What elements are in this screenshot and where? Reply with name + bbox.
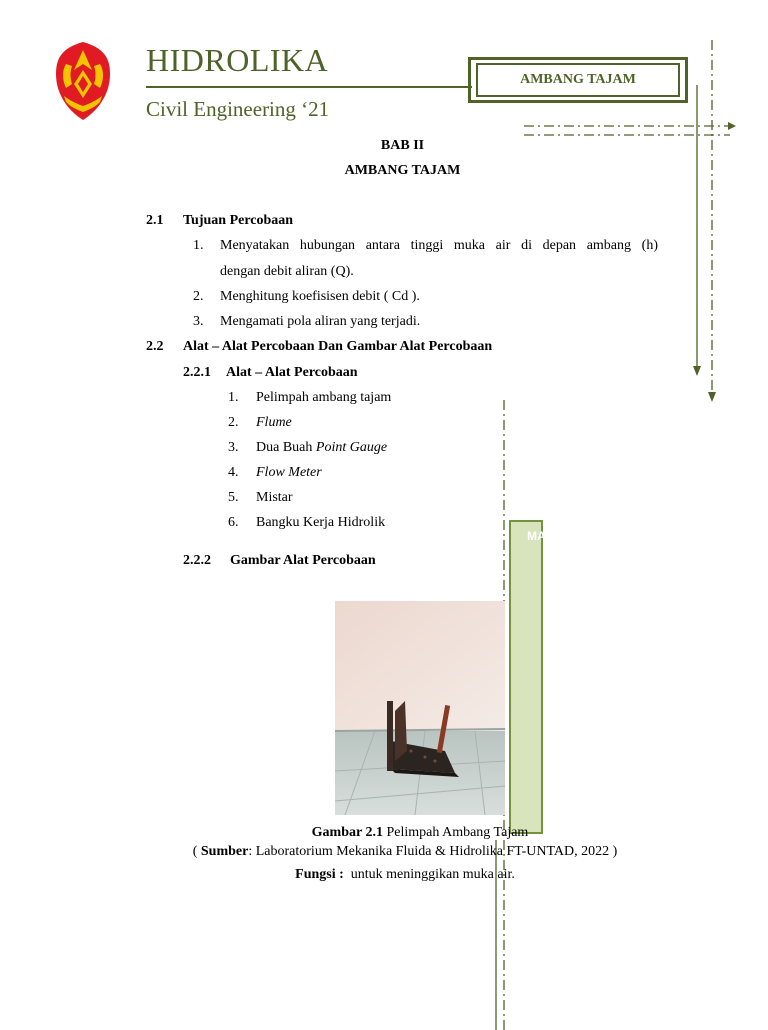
header-subtitle: Civil Engineering ‘21: [146, 97, 330, 121]
subsection-2-2-2-title: Gambar Alat Percobaan: [230, 553, 376, 568]
list-item-number: 5.: [228, 490, 239, 505]
university-logo: [52, 40, 114, 122]
header-title: HIDROLIKA: [146, 42, 329, 78]
list-item-text: [256, 439, 387, 457]
list-item-text-continued: dengan debit aliran (Q).: [220, 264, 354, 279]
section-2-1-number: 2.1: [146, 213, 164, 228]
figure-source-label: Sumber: [200, 844, 249, 859]
figure-caption-label: Gambar 2.1: [311, 825, 383, 840]
header-rule: [146, 86, 472, 88]
chapter-name: AMBANG TAJAM: [344, 163, 461, 178]
list-item-text: Pelimpah ambang tajam: [256, 390, 392, 405]
side-panel: [509, 520, 543, 834]
list-item-text: Mengamati pola aliran yang terjadi.: [220, 314, 421, 329]
subsection-2-2-2-number: 2.2.2: [183, 553, 211, 568]
list-item-number: 2.: [193, 289, 204, 304]
figure-source-text: : Laboratorium Mekanika Fluida & Hidrolika FT-UNTAD, 2022 ): [248, 844, 618, 859]
list-item-text-italic: Point Gauge: [315, 440, 388, 455]
list-item-text: Flume: [256, 415, 292, 430]
list-item-number: 6.: [228, 515, 239, 530]
chapter-tag: AMBANG TAJAM: [476, 63, 680, 97]
list-item-number: 1.: [193, 238, 204, 253]
list-item-text: Menghitung koefisisen debit ( Cd ).: [220, 289, 420, 304]
figure-function-label: Fungsi :: [295, 867, 344, 882]
side-panel-label: MA: [527, 529, 546, 543]
section-2-1-title: Tujuan Percobaan: [183, 213, 294, 228]
figure-function-text: untuk meninggikan muka air.: [343, 867, 515, 882]
subsection-2-2-1-number: 2.2.1: [183, 365, 211, 380]
figure-source-open: (: [192, 844, 201, 859]
list-item-number: 2.: [228, 415, 239, 430]
section-2-2-title: Alat – Alat Percobaan Dan Gambar Alat Percobaan: [183, 339, 493, 354]
list-item-number: 3.: [228, 440, 239, 455]
list-item-text: Mistar: [256, 490, 293, 505]
chapter-number: BAB II: [380, 138, 425, 153]
section-2-2-number: 2.2: [146, 339, 164, 354]
figure-function: [240, 866, 570, 884]
subsection-2-2-1-title: Alat – Alat Percobaan: [226, 365, 358, 380]
list-item-number: 1.: [228, 390, 239, 405]
list-item-number: 3.: [193, 314, 204, 329]
figure-caption-text: Pelimpah Ambang Tajam: [382, 825, 529, 840]
list-item-text-plain: Dua Buah: [256, 440, 316, 455]
list-item-text: Flow Meter: [256, 465, 322, 480]
figure-source: [140, 843, 670, 861]
weir-photo: [335, 601, 505, 815]
list-item-number: 4.: [228, 465, 239, 480]
list-item-text: Menyatakan hubungan antara tinggi muka air di depan ambang (h): [220, 238, 658, 253]
list-item-text: Bangku Kerja Hidrolik: [256, 515, 386, 530]
figure-caption: [260, 824, 580, 842]
